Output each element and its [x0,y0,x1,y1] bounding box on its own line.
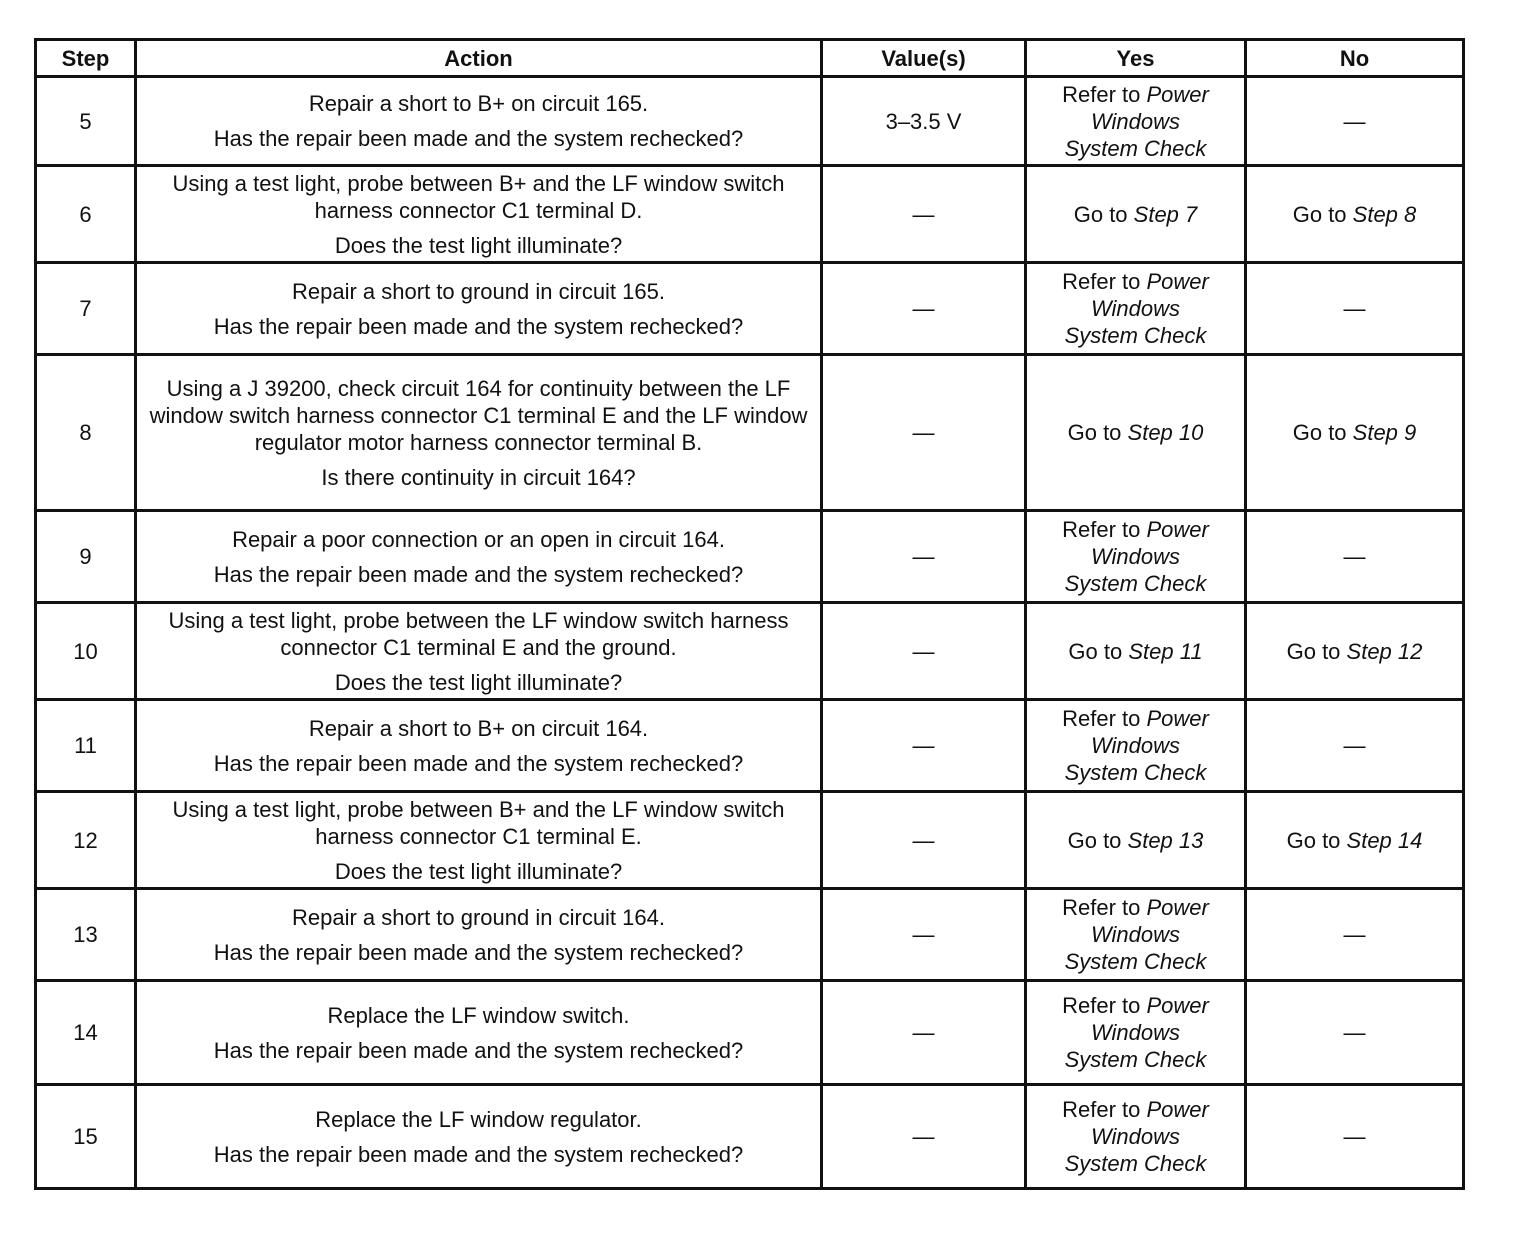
refer-title: System Check [1064,135,1207,161]
header-values: Value(s) [822,40,1026,77]
action-instruction: Repair a poor connection or an open in circuit 164. [232,526,725,552]
action-instruction: Repair a short to B+ on circuit 164. [308,715,649,741]
yes-cell [1026,700,1246,792]
goto-prefix: Go to [1292,201,1353,227]
refer-title: Power [1146,1097,1209,1122]
no-cell: — [1246,981,1464,1085]
refer-title: Windows [1090,733,1181,758]
value-cell: — [822,263,1026,355]
action-instruction: Using a J 39200, check circuit 164 for continuity between the LF window switch harness connector C1 terminal E and the LF window regulator motor harness connector terminal B. [149,375,808,455]
goto-prefix: Go to [1073,201,1134,227]
table-row [36,511,1464,603]
action-instruction: Repair a short to ground in circuit 164. [292,904,665,930]
action-question: Has the repair been made and the system rechecked? [213,561,744,587]
action-cell [136,700,822,792]
refer-link-text [1027,894,1244,975]
yes-cell [1026,263,1246,355]
refer-title: Windows [1090,1124,1181,1149]
refer-link-text [1027,705,1244,786]
refer-link-text [1027,268,1244,349]
value-cell: — [822,166,1026,263]
table-row [36,889,1464,981]
refer-prefix: Refer to [1062,706,1147,731]
table-row [36,603,1464,700]
header-action: Action [136,40,822,77]
step-number: 7 [36,263,136,355]
refer-prefix: Refer to [1062,993,1147,1018]
refer-title: System Check [1064,949,1207,974]
action-question: Has the repair been made and the system rechecked? [213,313,744,339]
table-row [36,981,1464,1085]
yes-cell [1026,511,1246,603]
goto-step-ref: Step 12 [1346,638,1423,664]
goto-prefix: Go to [1292,420,1353,445]
action-question: Has the repair been made and the system rechecked? [213,1141,744,1167]
goto-step-ref: Step 7 [1133,201,1198,227]
table-row [36,263,1464,355]
action-question: Has the repair been made and the system rechecked? [213,750,744,776]
refer-prefix: Refer to [1062,81,1147,107]
yes-cell [1026,166,1246,263]
table-row [36,355,1464,511]
value-cell: — [822,700,1026,792]
action-question: Does the test light illuminate? [334,232,623,258]
header-step: Step [36,40,136,77]
goto-prefix: Go to [1286,827,1347,853]
action-cell [136,77,822,166]
action-cell [136,511,822,603]
yes-cell [1026,603,1246,700]
no-cell [1246,166,1464,263]
action-question: Does the test light illuminate? [334,858,623,884]
no-cell: — [1246,77,1464,166]
goto-step-ref: Step 10 [1127,420,1204,445]
refer-title: Power [1146,993,1209,1018]
header-yes: Yes [1026,40,1246,77]
refer-title: Windows [1090,544,1181,569]
refer-title: System Check [1064,1047,1207,1072]
action-question: Has the repair been made and the system rechecked? [213,1037,744,1063]
action-instruction: Repair a short to B+ on circuit 165. [308,91,649,116]
header-row [36,40,1464,77]
value-cell: — [822,603,1026,700]
action-cell [136,355,822,511]
action-cell [136,981,822,1085]
action-instruction: Replace the LF window regulator. [315,1106,642,1132]
step-number: 14 [36,981,136,1085]
refer-title: Power [1146,517,1209,542]
refer-title: System Check [1064,323,1207,348]
yes-cell [1026,77,1246,166]
no-cell [1246,603,1464,700]
goto-step-ref: Step 14 [1346,827,1423,853]
refer-prefix: Refer to [1062,1097,1147,1122]
action-question: Is there continuity in circuit 164? [321,464,636,490]
action-instruction: Using a test light, probe between the LF window switch harness connector C1 terminal E and the ground. [168,607,789,660]
table-row [36,792,1464,889]
refer-title: Windows [1090,1020,1181,1045]
goto-prefix: Go to [1068,638,1129,664]
action-question: Has the repair been made and the system rechecked? [213,939,744,965]
value-cell: — [822,889,1026,981]
value-cell: — [822,1085,1026,1189]
header-no: No [1246,40,1464,77]
goto-step-ref: Step 8 [1352,201,1417,227]
action-instruction: Using a test light, probe between B+ and the LF window switch harness connector C1 terminal D. [172,170,785,223]
no-cell [1246,355,1464,511]
step-number: 12 [36,792,136,889]
action-cell [136,603,822,700]
table-row [36,77,1464,166]
value-cell: — [822,792,1026,889]
no-cell: — [1246,1085,1464,1189]
action-cell [136,889,822,981]
action-question: Has the repair been made and the system rechecked? [213,126,744,151]
no-cell [1246,792,1464,889]
no-cell: — [1246,889,1464,981]
goto-prefix: Go to [1067,827,1128,853]
yes-cell [1026,1085,1246,1189]
step-number: 9 [36,511,136,603]
action-instruction: Replace the LF window switch. [327,1002,630,1028]
yes-cell [1026,355,1246,511]
refer-title: Windows [1090,108,1181,134]
refer-link-text [1027,992,1244,1073]
no-cell: — [1246,511,1464,603]
refer-title: Power [1146,269,1209,294]
refer-title: Windows [1090,922,1181,947]
step-number: 8 [36,355,136,511]
yes-cell [1026,889,1246,981]
action-instruction: Repair a short to ground in circuit 165. [292,278,665,304]
refer-prefix: Refer to [1062,895,1147,920]
goto-step-ref: Step 9 [1352,420,1417,445]
value-cell: — [822,355,1026,511]
yes-cell [1026,792,1246,889]
action-cell [136,792,822,889]
refer-title: Power [1146,706,1209,731]
action-cell [136,166,822,263]
table-row [36,1085,1464,1189]
action-cell [136,263,822,355]
refer-title: Power [1146,81,1209,107]
refer-prefix: Refer to [1062,517,1147,542]
refer-title: System Check [1064,760,1207,785]
step-number: 6 [36,166,136,263]
no-cell: — [1246,263,1464,355]
refer-link-text [1027,516,1244,597]
refer-title: System Check [1064,1151,1207,1176]
diagnostic-table [34,38,1465,1190]
yes-cell [1026,981,1246,1085]
refer-link-text [1027,1096,1244,1177]
value-cell: — [822,511,1026,603]
step-number: 11 [36,700,136,792]
refer-prefix: Refer to [1062,269,1147,294]
refer-title: System Check [1064,571,1207,596]
step-number: 15 [36,1085,136,1189]
goto-prefix: Go to [1286,638,1347,664]
action-question: Does the test light illuminate? [334,669,623,695]
refer-link-text [1027,81,1244,162]
value-cell: — [822,981,1026,1085]
step-number: 5 [36,77,136,166]
action-cell [136,1085,822,1189]
step-number: 13 [36,889,136,981]
no-cell: — [1246,700,1464,792]
goto-step-ref: Step 11 [1128,638,1203,664]
refer-title: Power [1146,895,1209,920]
refer-title: Windows [1090,296,1181,321]
goto-step-ref: Step 13 [1127,827,1204,853]
action-instruction: Using a test light, probe between B+ and the LF window switch harness connector C1 terminal E. [172,796,785,849]
table-row [36,166,1464,263]
goto-prefix: Go to [1067,420,1128,445]
step-number: 10 [36,603,136,700]
value-cell: 3–3.5 V [822,77,1026,166]
table-row [36,700,1464,792]
